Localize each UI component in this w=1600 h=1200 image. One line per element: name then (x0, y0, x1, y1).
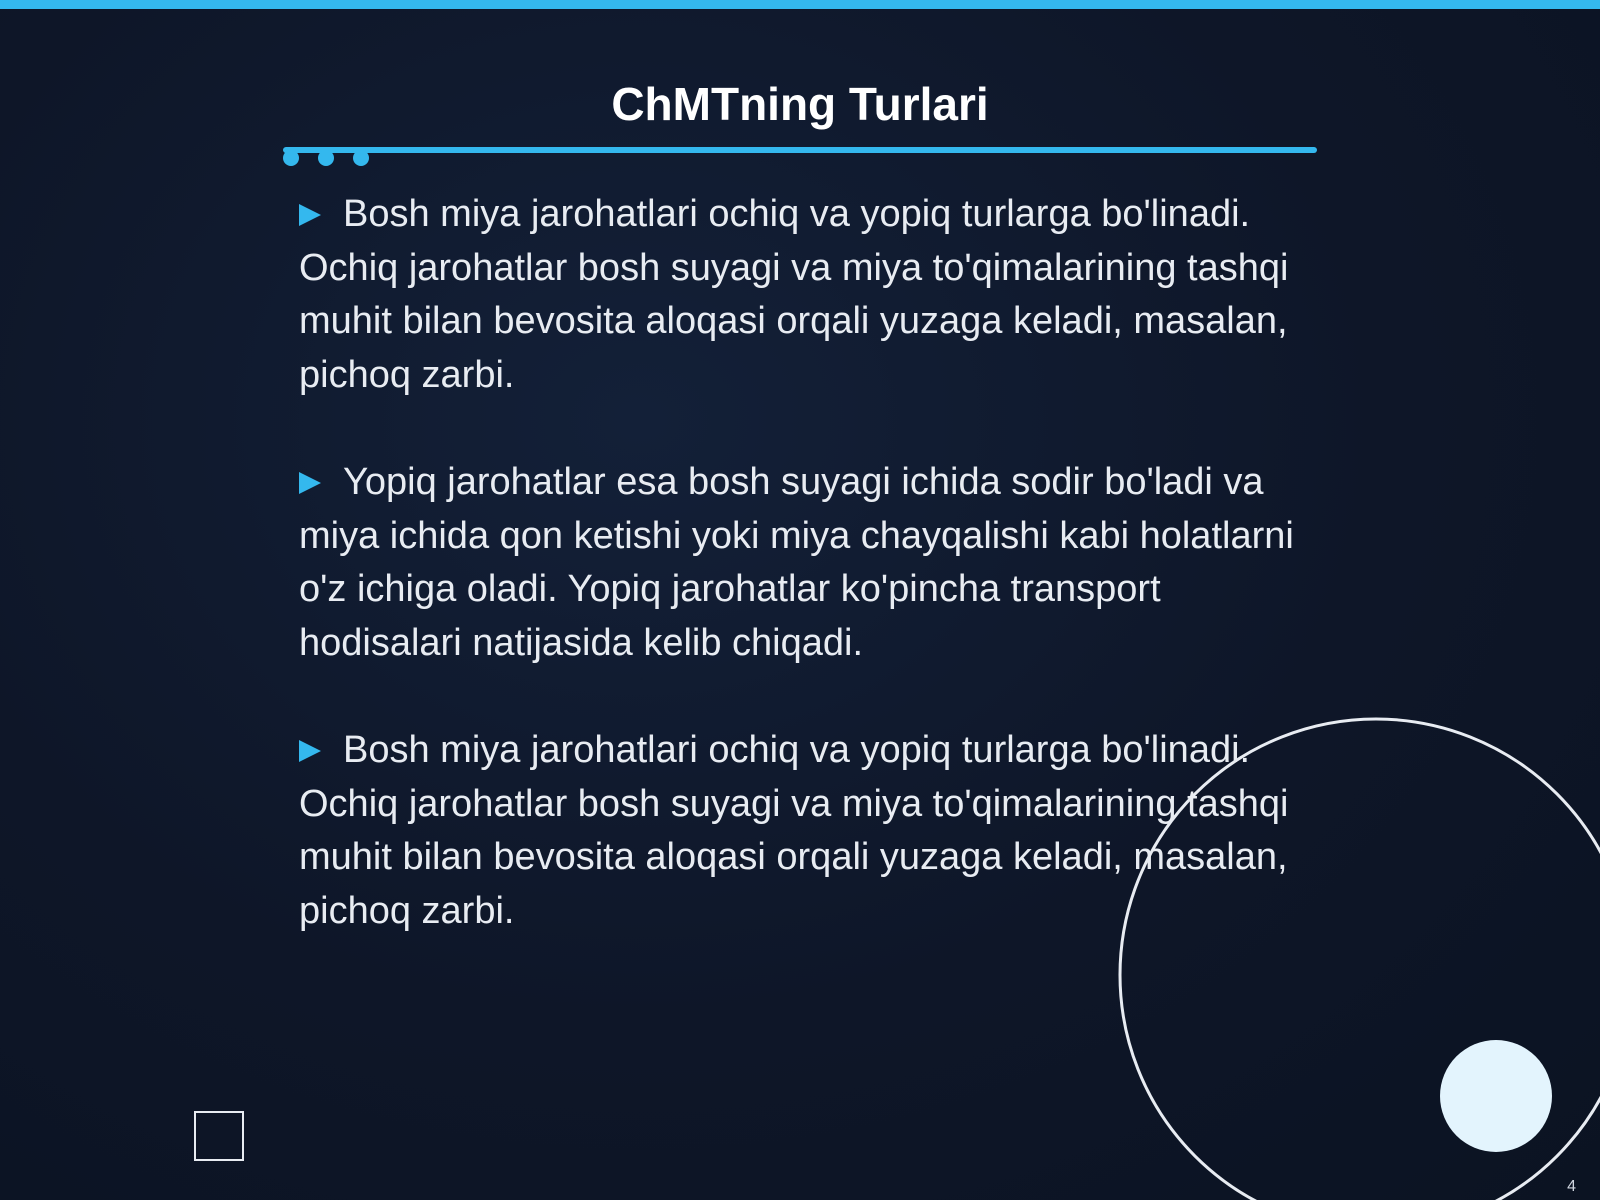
top-accent-bar (0, 0, 1600, 9)
triangle-bullet-icon (299, 472, 321, 494)
accent-dot (318, 150, 334, 166)
triangle-bullet-icon (299, 204, 321, 226)
bullet-text: Yopiq jarohatlar esa bosh suyagi ichida sodir bo'ladi va miya ichida qon ketishi yoki miya chayqalishi kabi holatlarni o'z ichiga oladi. Yopiq jarohatlar ko'pincha transport hodisalari natijasida kelib chiqadi. (299, 461, 1294, 664)
bullet-item (299, 188, 1299, 402)
bullet-text: Bosh miya jarohatlari ochiq va yopiq turlarga bo'linadi. Ochiq jarohatlar bosh suyagi va miya to'qimalarining tashqi muhit bilan bevosita aloqasi orqali yuzaga keladi, masalan, pichoq zarbi. (299, 729, 1289, 932)
bullet-item (299, 724, 1299, 938)
outline-square (194, 1111, 244, 1161)
slide-title: ChMTning Turlari (611, 78, 989, 130)
bullet-list (299, 188, 1299, 992)
accent-dot (353, 150, 369, 166)
page-number: 4 (1567, 1178, 1576, 1195)
bullet-item (299, 456, 1299, 670)
filled-circle (1440, 1040, 1552, 1152)
accent-dot (283, 150, 299, 166)
title-underline (283, 147, 1317, 153)
triangle-bullet-icon (299, 740, 321, 762)
bullet-text: Bosh miya jarohatlari ochiq va yopiq turlarga bo'linadi. Ochiq jarohatlar bosh suyagi va miya to'qimalarining tashqi muhit bilan bevosita aloqasi orqali yuzaga keladi, masalan, pichoq zarbi. (299, 193, 1289, 396)
